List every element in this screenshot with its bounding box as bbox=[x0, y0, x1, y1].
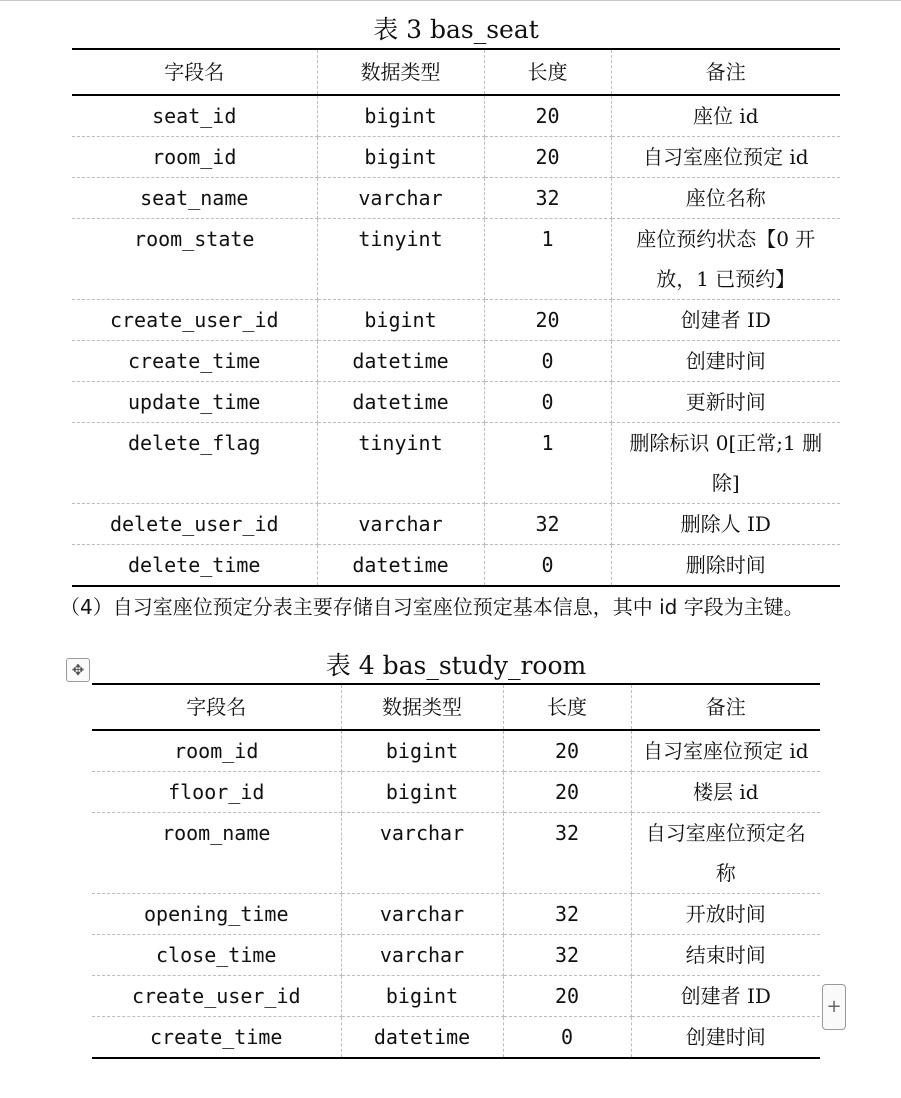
table4-header-row bbox=[92, 684, 820, 730]
cell-length: 20 bbox=[503, 730, 631, 772]
cell-remark: 自习室座位预定 id bbox=[611, 137, 840, 178]
cell-remark: 创建时间 bbox=[631, 1017, 820, 1059]
table-row bbox=[72, 95, 840, 137]
cell-remark: 删除标识 0[正常;1 删除] bbox=[611, 423, 840, 504]
cell-remark: 自习室座位预定名称 bbox=[631, 813, 820, 894]
cell-remark: 删除时间 bbox=[611, 545, 840, 587]
table3-header-row bbox=[72, 49, 840, 95]
cell-data-type: varchar bbox=[341, 935, 503, 976]
cell-remark: 开放时间 bbox=[631, 894, 820, 935]
cell-data-type: datetime bbox=[317, 341, 484, 382]
cell-remark: 座位 id bbox=[611, 95, 840, 137]
table-row bbox=[92, 1017, 820, 1059]
cell-length: 32 bbox=[503, 813, 631, 894]
cell-field-name: room_state bbox=[72, 219, 317, 300]
table-row bbox=[92, 772, 820, 813]
cell-data-type: bigint bbox=[341, 730, 503, 772]
column-header-data-type: 数据类型 bbox=[317, 49, 484, 95]
cell-data-type: datetime bbox=[341, 1017, 503, 1059]
cell-field-name: delete_flag bbox=[72, 423, 317, 504]
cell-data-type: datetime bbox=[317, 545, 484, 587]
cell-length: 20 bbox=[484, 137, 611, 178]
cell-field-name: room_name bbox=[92, 813, 341, 894]
cell-field-name: seat_id bbox=[72, 95, 317, 137]
cell-remark: 创建者 ID bbox=[611, 300, 840, 341]
cell-remark: 结束时间 bbox=[631, 935, 820, 976]
cell-data-type: bigint bbox=[341, 976, 503, 1017]
column-header-length: 长度 bbox=[503, 684, 631, 730]
cell-data-type: datetime bbox=[317, 382, 484, 423]
cell-length: 20 bbox=[484, 300, 611, 341]
table-row bbox=[92, 935, 820, 976]
cell-remark: 创建者 ID bbox=[631, 976, 820, 1017]
column-header-field-name: 字段名 bbox=[92, 684, 341, 730]
body-paragraph: （4）自习室座位预定分表主要存储自习室座位预定基本信息，其中 id 字段为主键。 bbox=[60, 595, 804, 619]
cell-data-type: varchar bbox=[341, 813, 503, 894]
table-row bbox=[72, 504, 840, 545]
cell-data-type: varchar bbox=[341, 894, 503, 935]
table-row bbox=[72, 137, 840, 178]
cell-field-name: room_id bbox=[72, 137, 317, 178]
cell-remark: 座位预约状态【0 开放，1 已预约】 bbox=[611, 219, 840, 300]
table-row bbox=[92, 730, 820, 772]
cell-data-type: bigint bbox=[317, 300, 484, 341]
cell-field-name: delete_user_id bbox=[72, 504, 317, 545]
cell-field-name: update_time bbox=[72, 382, 317, 423]
cell-field-name: create_user_id bbox=[72, 300, 317, 341]
table-row bbox=[72, 178, 840, 219]
table-row bbox=[92, 894, 820, 935]
column-header-data-type: 数据类型 bbox=[341, 684, 503, 730]
table-row bbox=[72, 219, 840, 300]
table-row bbox=[72, 382, 840, 423]
cell-length: 32 bbox=[503, 935, 631, 976]
cell-data-type: tinyint bbox=[317, 423, 484, 504]
cell-length: 0 bbox=[484, 382, 611, 423]
cell-field-name: create_time bbox=[92, 1017, 341, 1059]
cell-data-type: varchar bbox=[317, 178, 484, 219]
cell-length: 32 bbox=[484, 178, 611, 219]
cell-data-type: bigint bbox=[317, 137, 484, 178]
cell-length: 32 bbox=[484, 504, 611, 545]
cell-field-name: opening_time bbox=[92, 894, 341, 935]
cell-length: 0 bbox=[484, 341, 611, 382]
cell-remark: 自习室座位预定 id bbox=[631, 730, 820, 772]
cell-remark: 座位名称 bbox=[611, 178, 840, 219]
table4 bbox=[92, 683, 820, 1059]
cell-field-name: close_time bbox=[92, 935, 341, 976]
cell-field-name: seat_name bbox=[72, 178, 317, 219]
cell-data-type: varchar bbox=[317, 504, 484, 545]
column-header-length: 长度 bbox=[484, 49, 611, 95]
cell-length: 1 bbox=[484, 423, 611, 504]
page-top-border bbox=[0, 0, 901, 1]
table-row bbox=[92, 976, 820, 1017]
move-arrows-icon: ✥ bbox=[71, 661, 85, 679]
column-header-field-name: 字段名 bbox=[72, 49, 317, 95]
column-header-remark: 备注 bbox=[631, 684, 820, 730]
cell-length: 20 bbox=[484, 95, 611, 137]
cell-data-type: bigint bbox=[317, 95, 484, 137]
table-row bbox=[72, 341, 840, 382]
cell-length: 0 bbox=[484, 545, 611, 587]
cell-length: 32 bbox=[503, 894, 631, 935]
cell-remark: 更新时间 bbox=[611, 382, 840, 423]
table-row bbox=[72, 545, 840, 587]
table-row bbox=[72, 300, 840, 341]
table4-caption: 表 4 bas_study_room bbox=[325, 651, 587, 680]
table-row bbox=[72, 423, 840, 504]
cell-field-name: create_time bbox=[72, 341, 317, 382]
cell-field-name: delete_time bbox=[72, 545, 317, 587]
table-add-row-button[interactable] bbox=[822, 984, 846, 1030]
column-header-remark: 备注 bbox=[611, 49, 840, 95]
cell-length: 0 bbox=[503, 1017, 631, 1059]
table-move-handle[interactable] bbox=[66, 658, 90, 682]
cell-data-type: tinyint bbox=[317, 219, 484, 300]
cell-length: 20 bbox=[503, 772, 631, 813]
cell-remark: 楼层 id bbox=[631, 772, 820, 813]
plus-icon: + bbox=[826, 996, 842, 1017]
table-row bbox=[92, 813, 820, 894]
table3 bbox=[72, 48, 840, 587]
cell-remark: 创建时间 bbox=[611, 341, 840, 382]
cell-length: 1 bbox=[484, 219, 611, 300]
cell-field-name: create_user_id bbox=[92, 976, 341, 1017]
cell-data-type: bigint bbox=[341, 772, 503, 813]
cell-remark: 删除人 ID bbox=[611, 504, 840, 545]
table3-caption: 表 3 bas_seat bbox=[373, 15, 539, 44]
cell-field-name: floor_id bbox=[92, 772, 341, 813]
cell-length: 20 bbox=[503, 976, 631, 1017]
cell-field-name: room_id bbox=[92, 730, 341, 772]
